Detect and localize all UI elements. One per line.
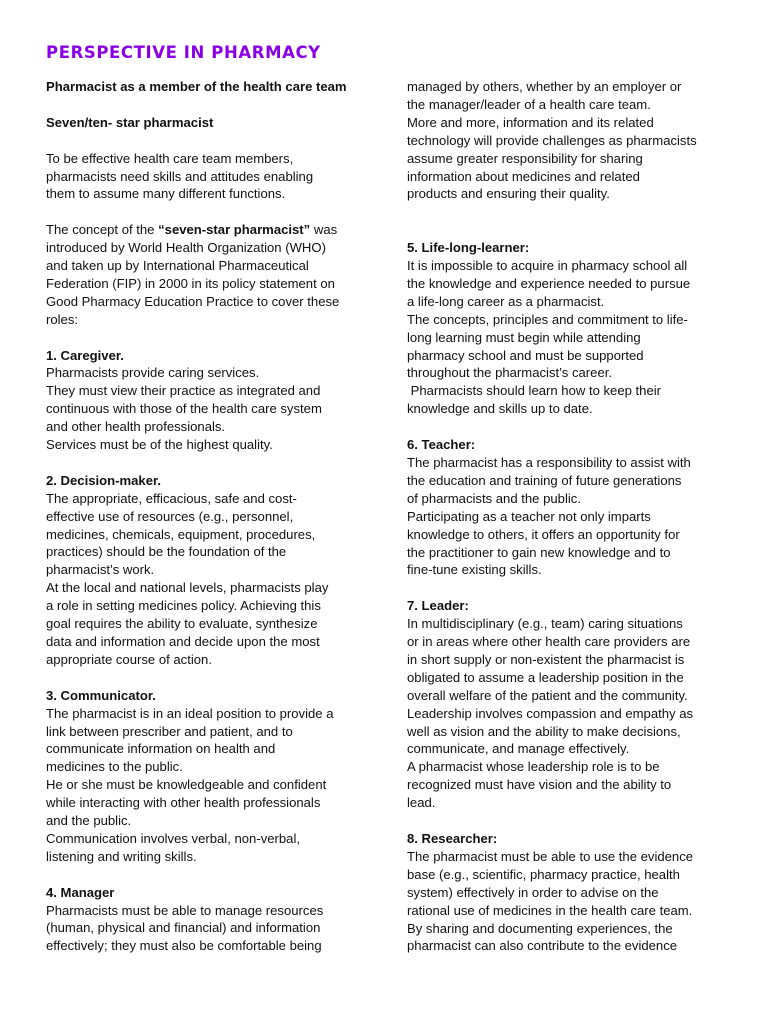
text-line: roles:: [46, 311, 79, 327]
text-line: them to assume many different functions.: [46, 186, 286, 202]
text-line: effectively; they must also be comfortable being: [46, 938, 322, 954]
text-line: The pharmacist must be able to use the evidence: [407, 848, 694, 864]
text-line: The concepts, principles and commitment to life-: [407, 311, 688, 327]
text-line: and taken up by International Pharmaceutical: [46, 258, 309, 274]
text-line: products and ensuring their quality.: [407, 186, 610, 202]
text-line: [46, 221, 362, 239]
text-line: in short supply or non-existent the pharmacist is: [407, 651, 685, 667]
text-line: link between prescriber and patient, and to: [46, 723, 293, 739]
teacher-heading: 6. Teacher:: [407, 437, 476, 453]
concept-emphasis: “seven-star pharmacist”: [158, 222, 311, 238]
text-line: pharmacists need skills and attitudes enabling: [46, 168, 314, 184]
caregiver-section: [46, 347, 362, 454]
text-line: obligated to assume a leadership position in the: [407, 669, 684, 685]
left-column: [46, 78, 362, 955]
text-line: the knowledge and experience needed to pursue: [407, 275, 691, 291]
text-line: At the local and national levels, pharmacists play: [46, 580, 329, 596]
researcher-section: [407, 830, 723, 955]
text-line: and other health professionals.: [46, 419, 226, 435]
text-line: while interacting with other health professionals: [46, 795, 321, 811]
text-line: the education and training of future generations: [407, 472, 682, 488]
manager-heading: 4. Manager: [46, 884, 115, 900]
text-line: a life-long career as a pharmacist.: [407, 293, 605, 309]
text-line: They must view their practice as integrated and: [46, 383, 321, 399]
manager-continued: [407, 78, 723, 203]
text-line: medicines to the public.: [46, 759, 183, 775]
communicator-section: [46, 687, 362, 866]
text-line: Federation (FIP) in 2000 in its policy statement on: [46, 275, 335, 291]
text-line: fine-tune existing skills.: [407, 562, 542, 578]
text-line: pharmacist can also contribute to the evidence: [407, 938, 678, 954]
concept-paragraph: [46, 221, 362, 328]
text-line: The pharmacist is in an ideal position to provide a: [46, 705, 334, 721]
text-line: the manager/leader of a health care team.: [407, 96, 651, 112]
text-line: assume greater responsibility for sharing: [407, 150, 643, 166]
text-line: or in areas where other health care providers are: [407, 634, 691, 650]
text-line: medicines, chemicals, equipment, procedures,: [46, 526, 316, 542]
text-line: In multidisciplinary (e.g., team) caring situations: [407, 616, 683, 632]
text-line: system) effectively in order to advise on the: [407, 884, 659, 900]
text-line: lead.: [407, 795, 436, 811]
text-line: More and more, information and its related: [407, 114, 654, 130]
text-line: throughout the pharmacist’s career.: [407, 365, 613, 381]
section-heading: Pharmacist as a member of the health care team: [46, 79, 347, 94]
page-title: PERSPECTIVE IN PHARMACY: [46, 43, 321, 62]
text-line: well as vision and the ability to make decisions,: [407, 723, 681, 739]
text-line: effective use of resources (e.g., personnel,: [46, 508, 294, 524]
text-line: technology will provide challenges as pharmacists: [407, 132, 697, 148]
text-line: To be effective health care team members,: [46, 150, 294, 166]
text-line: communicate information on health and: [46, 741, 276, 757]
leader-section: [407, 597, 723, 812]
text-line: of pharmacists and the public.: [407, 490, 581, 506]
text-line: Pharmacists must be able to manage resources: [46, 902, 324, 918]
intro-paragraph: [46, 150, 362, 204]
text-line: Pharmacists provide caring services.: [46, 365, 260, 381]
text-line: knowledge and skills up to date.: [407, 401, 593, 417]
text-line: Communication involves verbal, non-verbal,: [46, 830, 300, 846]
text-line: Pharmacists should learn how to keep their: [407, 383, 662, 399]
communicator-heading: 3. Communicator.: [46, 687, 156, 703]
text-line: recognized must have vision and the ability to: [407, 777, 672, 793]
section-subheading: Seven/ten- star pharmacist: [46, 114, 214, 130]
text-line: overall welfare of the patient and the community.: [407, 687, 688, 703]
text-line: a role in setting medicines policy. Achieving this: [46, 598, 321, 614]
decision-maker-heading: 2. Decision-maker.: [46, 472, 161, 488]
caregiver-heading: 1. Caregiver.: [46, 347, 124, 363]
text-line: Good Pharmacy Education Practice to cover these: [46, 293, 340, 309]
text-line: communicate, and manage effectively.: [407, 741, 630, 757]
text-line: The pharmacist has a responsibility to assist with: [407, 455, 691, 470]
text-line: listening and writing skills.: [46, 848, 197, 864]
teacher-section: [407, 436, 723, 579]
text-line: pharmacist’s work.: [46, 562, 155, 578]
text-line: pharmacy school and must be supported: [407, 347, 644, 363]
text-line: continuous with those of the health care system: [46, 401, 322, 417]
text-line: long learning must begin while attending: [407, 329, 641, 345]
leader-heading: 7. Leader:: [407, 598, 469, 614]
text-line: practices) should be the foundation of the: [46, 544, 287, 560]
text-line: The appropriate, efficacious, safe and cost-: [46, 490, 297, 506]
text-line: data and information and decide upon the most: [46, 634, 320, 650]
text-line: managed by others, whether by an employer or: [407, 79, 682, 94]
text-line: appropriate course of action.: [46, 651, 212, 667]
text-line: A pharmacist whose leadership role is to be: [407, 759, 660, 775]
manager-section: [46, 884, 362, 956]
text-line: (human, physical and financial) and information: [46, 920, 321, 936]
text-line: He or she must be knowledgeable and confident: [46, 777, 327, 793]
text-line: Participating as a teacher not only imparts: [407, 508, 651, 524]
life-long-learner-section: [407, 239, 723, 418]
text-line: Services must be of the highest quality.: [46, 437, 273, 453]
decision-maker-section: [46, 472, 362, 669]
text-line: goal requires the ability to evaluate, synthesize: [46, 616, 318, 632]
text-line: It is impossible to acquire in pharmacy school all: [407, 258, 688, 274]
researcher-heading: 8. Researcher:: [407, 831, 498, 846]
life-long-learner-heading: 5. Life-long-learner:: [407, 240, 530, 256]
text-line: base (e.g., scientific, pharmacy practice, health: [407, 866, 680, 882]
text-line: Leadership involves compassion and empathy as: [407, 705, 694, 721]
right-column: [407, 78, 723, 955]
text-line: information about medicines and related: [407, 168, 640, 184]
text-line: the practitioner to gain new knowledge and to: [407, 544, 671, 560]
text-line: and the public.: [46, 813, 132, 829]
text-line: knowledge to others, it offers an opportunity for: [407, 526, 680, 542]
text-line: rational use of medicines in the health care team.: [407, 902, 693, 918]
concept-prefix: The concept of the: [46, 222, 159, 238]
text-line: introduced by World Health Organization (WHO): [46, 240, 326, 256]
text-line: By sharing and documenting experiences, the: [407, 920, 673, 936]
concept-suffix: was: [310, 222, 338, 238]
